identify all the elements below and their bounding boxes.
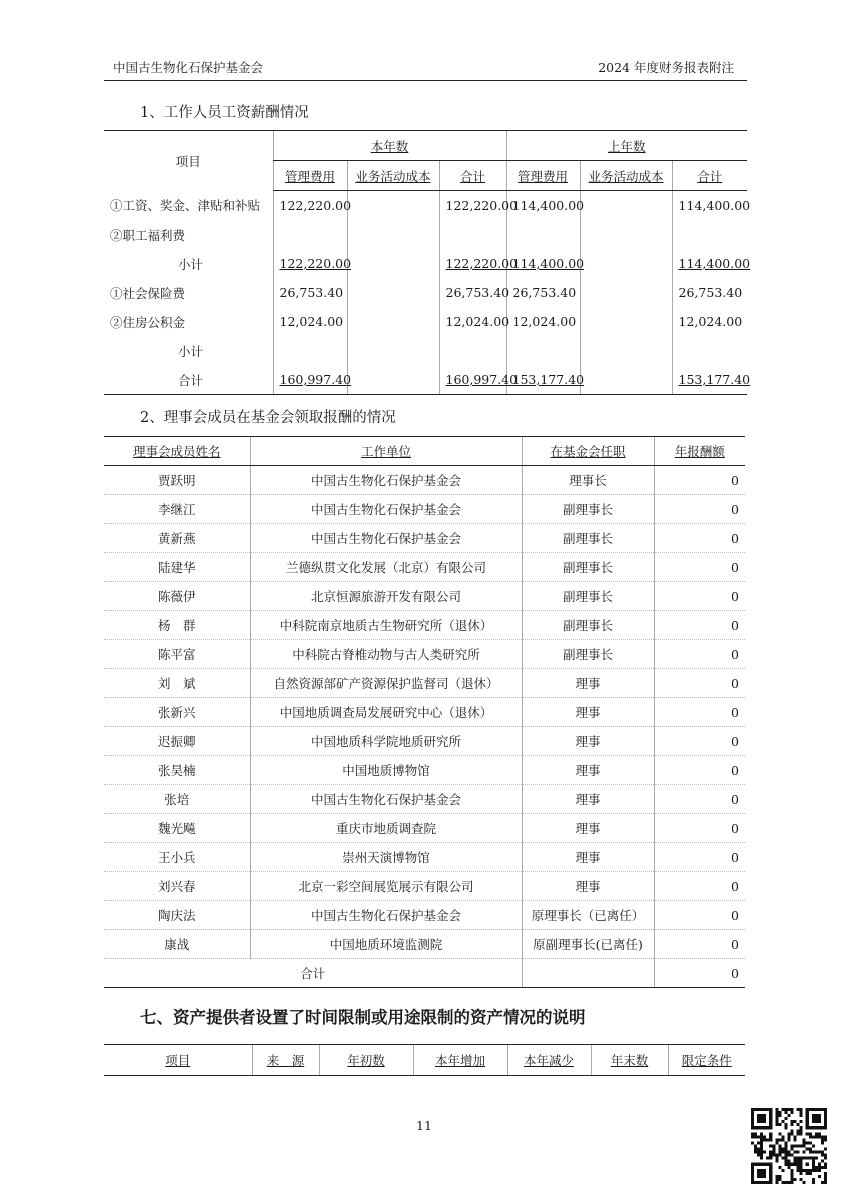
director-name: 魏光飚 — [104, 814, 250, 843]
director-org: 兰德纵贯文化发展（北京）有限公司 — [250, 553, 522, 582]
row-value — [347, 249, 439, 278]
row-value: 122,220.00 — [439, 191, 506, 221]
salary-table — [104, 130, 751, 395]
row-value: 114,400.00 — [506, 249, 580, 278]
director-org: 中国地质博物馆 — [250, 756, 522, 785]
director-row — [104, 814, 745, 843]
director-role: 副理事长 — [522, 582, 654, 611]
salary-row — [104, 278, 747, 307]
row-value: 122,220.00 — [273, 191, 347, 221]
row-value: 114,400.00 — [506, 191, 580, 221]
directors-table — [104, 436, 745, 988]
total-label: 合计 — [104, 959, 522, 988]
restricted-assets-table — [104, 1044, 745, 1076]
row-value: 26,753.40 — [672, 278, 747, 307]
director-org: 自然资源部矿产资源保护监督司（退休） — [250, 669, 522, 698]
row-value — [672, 220, 747, 249]
director-row — [104, 611, 745, 640]
director-org: 北京一彩空间展览展示有限公司 — [250, 872, 522, 901]
row-value: 12,024.00 — [273, 307, 347, 336]
row-label: ①社会保险费 — [110, 285, 186, 301]
director-row — [104, 495, 745, 524]
row-value: 26,753.40 — [273, 278, 347, 307]
row-value: 114,400.00 — [672, 191, 747, 221]
director-name: 康战 — [104, 930, 250, 959]
director-org: 中国古生物化石保护基金会 — [250, 785, 522, 814]
section7-title: 七、资产提供者设置了时间限制或用途限制的资产情况的说明 — [140, 1008, 586, 1027]
header-org-name: 中国古生物化石保护基金会 — [113, 60, 264, 75]
director-pay: 0 — [654, 669, 745, 698]
row-label: 小计 — [178, 256, 204, 272]
total-empty — [522, 959, 654, 988]
salary-row — [104, 191, 747, 221]
director-row — [104, 669, 745, 698]
director-role: 理事 — [522, 727, 654, 756]
director-name: 张培 — [104, 785, 250, 814]
director-name: 陈薇伊 — [104, 582, 250, 611]
header-role: 在基金会任职 — [522, 437, 654, 466]
header-cell: 限定条件 — [668, 1045, 745, 1076]
header-pay: 年报酬额 — [654, 437, 745, 466]
row-value — [347, 278, 439, 307]
row-value: 114,400.00 — [672, 249, 747, 278]
row-label: ②职工福利费 — [110, 227, 186, 243]
director-role: 理事 — [522, 669, 654, 698]
col-item-header: 项目 — [104, 131, 273, 191]
sub-header: 合计 — [439, 161, 506, 191]
row-value: 122,220.00 — [439, 249, 506, 278]
director-role: 副理事长 — [522, 640, 654, 669]
header-report-title: 2024 年度财务报表附注 — [598, 60, 734, 75]
row-value: 153,177.40 — [672, 365, 747, 395]
group-current-year: 本年数 — [273, 131, 506, 161]
row-value: 12,024.00 — [672, 307, 747, 336]
director-role: 副理事长 — [522, 611, 654, 640]
row-value — [506, 336, 580, 365]
director-org: 崇州天演博物馆 — [250, 843, 522, 872]
row-value — [672, 336, 747, 365]
row-value — [273, 336, 347, 365]
director-role: 理事 — [522, 698, 654, 727]
row-value: 26,753.40 — [506, 278, 580, 307]
director-pay: 0 — [654, 611, 745, 640]
director-pay: 0 — [654, 814, 745, 843]
director-org: 中国地质科学院地质研究所 — [250, 727, 522, 756]
director-name: 李继江 — [104, 495, 250, 524]
sub-header: 管理费用 — [506, 161, 580, 191]
director-pay: 0 — [654, 785, 745, 814]
row-value: 12,024.00 — [506, 307, 580, 336]
director-role: 理事 — [522, 785, 654, 814]
director-role: 理事 — [522, 843, 654, 872]
row-value — [580, 365, 672, 395]
director-row — [104, 901, 745, 930]
row-value — [580, 307, 672, 336]
director-org: 中国地质环境监测院 — [250, 930, 522, 959]
sub-header: 业务活动成本 — [347, 161, 439, 191]
page-number: 11 — [416, 1118, 432, 1133]
director-org: 中国古生物化石保护基金会 — [250, 901, 522, 930]
director-pay: 0 — [654, 727, 745, 756]
salary-row — [104, 336, 747, 365]
director-role: 理事 — [522, 872, 654, 901]
section2-title: 2、理事会成员在基金会领取报酬的情况 — [140, 410, 396, 426]
director-pay: 0 — [654, 756, 745, 785]
director-name: 王小兵 — [104, 843, 250, 872]
director-pay: 0 — [654, 872, 745, 901]
row-value — [580, 249, 672, 278]
director-row — [104, 698, 745, 727]
qr-code-icon — [751, 1108, 827, 1184]
row-label: 小计 — [178, 343, 204, 359]
director-pay: 0 — [654, 495, 745, 524]
director-pay: 0 — [654, 553, 745, 582]
director-name: 张新兴 — [104, 698, 250, 727]
director-org: 中国古生物化石保护基金会 — [250, 466, 522, 495]
row-value — [347, 365, 439, 395]
director-pay: 0 — [654, 524, 745, 553]
director-row — [104, 582, 745, 611]
director-role: 原副理事长(已离任) — [522, 930, 654, 959]
director-pay: 0 — [654, 466, 745, 495]
director-role: 原理事长（已离任） — [522, 901, 654, 930]
header-cell: 年初数 — [319, 1045, 413, 1076]
director-name: 陆建华 — [104, 553, 250, 582]
row-value: 12,024.00 — [439, 307, 506, 336]
row-value — [347, 220, 439, 249]
row-label: 合计 — [104, 365, 273, 395]
salary-row — [104, 249, 747, 278]
director-name: 杨 群 — [104, 611, 250, 640]
director-name: 刘兴春 — [104, 872, 250, 901]
director-name: 陈平富 — [104, 640, 250, 669]
row-value: 160,997.40 — [439, 365, 506, 395]
director-pay: 0 — [654, 930, 745, 959]
header-cell: 项目 — [104, 1045, 252, 1076]
director-name: 陶庆法 — [104, 901, 250, 930]
salary-row — [104, 307, 747, 336]
director-role: 副理事长 — [522, 553, 654, 582]
director-pay: 0 — [654, 640, 745, 669]
director-row — [104, 872, 745, 901]
row-value: 160,997.40 — [273, 365, 347, 395]
row-value — [580, 278, 672, 307]
salary-row — [104, 220, 747, 249]
director-row — [104, 524, 745, 553]
header-name: 理事会成员姓名 — [104, 437, 250, 466]
row-value — [580, 220, 672, 249]
row-value — [439, 336, 506, 365]
row-value: 153,177.40 — [506, 365, 580, 395]
sub-header: 管理费用 — [273, 161, 347, 191]
director-row — [104, 756, 745, 785]
director-org: 中科院南京地质古生物研究所（退休） — [250, 611, 522, 640]
director-row — [104, 843, 745, 872]
director-row — [104, 553, 745, 582]
director-role: 副理事长 — [522, 524, 654, 553]
director-name: 迟振卿 — [104, 727, 250, 756]
director-org: 北京恒源旅游开发有限公司 — [250, 582, 522, 611]
director-org: 中国古生物化石保护基金会 — [250, 524, 522, 553]
row-label: ①工资、奖金、津贴和补贴 — [110, 198, 261, 214]
header-cell: 本年减少 — [507, 1045, 591, 1076]
row-value: 26,753.40 — [439, 278, 506, 307]
total-value: 0 — [654, 959, 745, 988]
section1-title: 1、工作人员工资薪酬情况 — [140, 105, 309, 121]
director-org: 重庆市地质调查院 — [250, 814, 522, 843]
director-pay: 0 — [654, 843, 745, 872]
row-value — [506, 220, 580, 249]
header-cell: 年末数 — [591, 1045, 668, 1076]
director-role: 理事长 — [522, 466, 654, 495]
row-value — [580, 191, 672, 221]
header-cell: 来 源 — [252, 1045, 319, 1076]
header-rule — [104, 80, 747, 81]
header-cell: 本年增加 — [413, 1045, 507, 1076]
row-value — [347, 307, 439, 336]
director-pay: 0 — [654, 698, 745, 727]
row-label: ②住房公积金 — [110, 314, 186, 330]
director-row — [104, 930, 745, 959]
row-value — [273, 220, 347, 249]
director-pay: 0 — [654, 582, 745, 611]
director-name: 刘 斌 — [104, 669, 250, 698]
row-value — [439, 220, 506, 249]
sub-header: 业务活动成本 — [580, 161, 672, 191]
group-prior-year: 上年数 — [506, 131, 747, 161]
sub-header: 合计 — [672, 161, 747, 191]
director-org: 中国地质调查局发展研究中心（退休） — [250, 698, 522, 727]
director-org: 中国古生物化石保护基金会 — [250, 495, 522, 524]
director-row — [104, 640, 745, 669]
director-pay: 0 — [654, 901, 745, 930]
director-name: 贾跃明 — [104, 466, 250, 495]
row-value — [347, 191, 439, 221]
salary-row — [104, 365, 747, 395]
director-name: 黄新燕 — [104, 524, 250, 553]
director-row — [104, 727, 745, 756]
director-role: 理事 — [522, 756, 654, 785]
row-value — [347, 336, 439, 365]
director-row — [104, 785, 745, 814]
header-org: 工作单位 — [250, 437, 522, 466]
director-org: 中科院古脊椎动物与古人类研究所 — [250, 640, 522, 669]
director-row — [104, 466, 745, 495]
row-value: 122,220.00 — [273, 249, 347, 278]
director-role: 理事 — [522, 814, 654, 843]
row-value — [580, 336, 672, 365]
director-name: 张昊楠 — [104, 756, 250, 785]
director-role: 副理事长 — [522, 495, 654, 524]
